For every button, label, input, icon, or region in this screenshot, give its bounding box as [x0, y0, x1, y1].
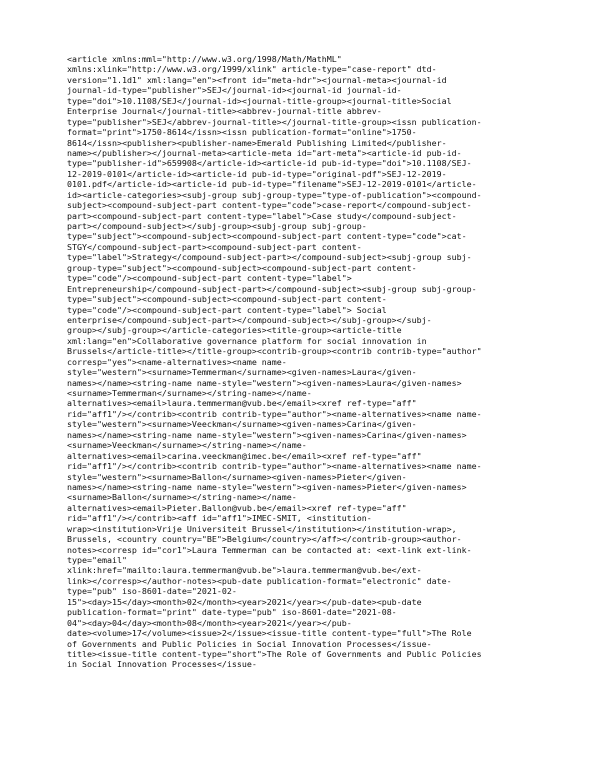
text-line: <surname>Veeckman</surname></string-name></name- [67, 440, 307, 451]
text-line: <surname>Temmerman</surname></string-name></name- [67, 388, 312, 398]
text-line: type="code"/><compound-subject-part content-type="label"> Social [67, 304, 387, 315]
text-line: 8614</issn><publisher><publisher-name>Emerald Publishing Limited</publisher- [67, 137, 447, 148]
text-line: alternatives><email>carina.veeckman@imec.be</email><xref ref-type="aff" [67, 450, 422, 461]
text-line: date><volume>17</volume><issue>2</issue><issue-title content-type="full">The Role [67, 628, 472, 639]
text-line: title><issue-title content-type="short">The Role of Governments and Public Policies [67, 648, 482, 659]
text-line: id><article-categories><subj-group subj-group-type="type-of-publication"><compound- [67, 189, 482, 200]
text-line: format="print">1750-8614</issn><issn publication-format="online">1750- [67, 127, 417, 138]
text-line: publication-format="print" date-type="pub" iso-8601-date="2021-08- [67, 607, 397, 618]
text-line: alternatives><email>Pieter.Ballon@vub.be</email><xref ref-type="aff" [67, 502, 407, 513]
text-line: of Governments and Public Policies in Social Innovation Processes</issue- [67, 638, 432, 649]
text-line: type="pub" iso-8601-date="2021-02- [67, 586, 237, 597]
text-line: in Social Innovation Processes</issue- [67, 659, 257, 670]
text-line: 04"><day>04</day><month>08</month><year>2021</year></pub- [67, 617, 352, 628]
text-line: style="western"><surname>Veeckman</surname><given-names>Carina</given- [67, 419, 417, 430]
text-line: part><compound-subject-part content-type="label">Case study</compound-subject- [67, 210, 457, 221]
text-line: type="publisher-id">659908</article-id><article-id pub-id-type="doi">10.1108/SEJ- [67, 158, 472, 169]
text-line: type="subject"><compound-subject><compound-subject-part content-type="code">cat- [67, 231, 467, 242]
text-line: notes><corresp id="cor1">Laura Temmerman can be contacted at: <ext-link ext-link- [67, 544, 472, 555]
text-line: xmlns:xlink="http://www.w3.org/1999/xlink" article-type="case-report" dtd- [67, 64, 437, 75]
text-line: link></corresp></author-notes><pub-date publication-format="electronic" date- [67, 575, 452, 586]
text-line: subject><compound-subject-part content-type="code">case-report</compound-subject- [67, 200, 472, 211]
text-line: journal-id-type="publisher">SEJ</journal-id><journal-id journal-id- [67, 85, 402, 96]
text-line: type="email" [67, 555, 127, 565]
text-line: group-type="subject"><compound-subject><compound-subject-part content- [67, 262, 417, 273]
text-line: type="subject"><compound-subject><compound-subject-part content- [67, 294, 387, 305]
text-line: version="1.1d1" xml:lang="en"><front id="meta-hdr"><journal-meta><journal-id [67, 74, 447, 85]
text-line: type="doi">10.1108/SEJ</journal-id><journal-title-group><journal-title>Social [67, 95, 452, 106]
text-line: Brussels, <country country="BE">Belgium</country></aff></contrib-group><author- [67, 534, 462, 545]
text-line: Enterprise Journal</journal-title><abbrev-journal-title abbrev- [67, 106, 382, 117]
text-line: type="code"/><compound-subject-part content-type="label"> [67, 273, 352, 284]
text-line: <surname>Ballon</surname></string-name></name- [67, 492, 297, 503]
text-line: 12-2019-0101</article-id><article-id pub-id-type="original-pdf">SEJ-12-2019- [67, 168, 447, 179]
text-line: type="label">Strategy</compound-subject-part></compound-subject><subj-group subj- [67, 252, 472, 263]
text-line: 15"><day>15</day><month>02</month><year>2021</year></pub-date><pub-date [67, 596, 422, 607]
text-line: enterprise</compound-subject-part></compound-subject></subj-group></subj- [67, 314, 432, 325]
text-line: xlink:href="mailto:laura.temmerman@vub.be">laura.temmerman@vub.be</ext- [67, 565, 422, 576]
text-line: style="western"><surname>Ballon</surname><given-names>Pieter</given- [67, 471, 407, 482]
text-line: alternatives><email>laura.temmerman@vub.be</email><xref ref-type="aff" [67, 398, 417, 409]
text-line: names></name><string-name name-style="western"><given-names>Laura</given-names> [67, 377, 462, 388]
text-line: rid="aff1"/></contrib><contrib contrib-type="author"><name-alternatives><name name- [67, 408, 482, 419]
text-line: style="western"><surname>Temmerman</surname><given-names>Laura</given- [67, 367, 417, 378]
text-line: part></compound-subject></subj-group><subj-group subj-group- [67, 221, 367, 231]
text-line: Brussels</article-title></title-group><contrib-group><contrib contrib-type="author" [67, 346, 482, 357]
text-line: Entrepreneurship</compound-subject-part></compound-subject><subj-group subj-group- [67, 283, 477, 294]
text-line: name></publisher></journal-meta><article-meta id="art-meta"><article-id pub-id- [67, 147, 462, 158]
text-line: STGY</compound-subject-part><compound-subject-part content- [67, 241, 362, 252]
text-line: rid="aff1"/></contrib><contrib contrib-type="author"><name-alternatives><name name- [67, 461, 482, 472]
text-line: corresp="yes"><name-alternatives><name name- [67, 356, 287, 367]
text-line: names></name><string-name name-style="western"><given-names>Carina</given-names> [67, 429, 467, 440]
text-line: 0101.pdf</article-id><article-id pub-id-type="filename">SEJ-12-2019-0101</article- [67, 179, 477, 190]
text-line: xml:lang="en">Collaborative governance platform for social innovation in [67, 335, 427, 346]
text-line: <article xmlns:mml="http://www.w3.org/1998/Math/MathML" [67, 54, 342, 64]
text-line: type="publisher">SEJ</abbrev-journal-title></journal-title-group><issn publication- [67, 116, 482, 127]
xml-source-text [67, 54, 537, 670]
text-line: group></subj-group></article-categories><title-group><article-title [67, 325, 402, 336]
text-line: names></name><string-name name-style="western"><given-names>Pieter</given-names> [67, 481, 467, 492]
text-line: rid="aff1"/></contrib><aff id="aff1">IMEC-SMIT, <institution- [67, 513, 372, 524]
text-line: wrap><institution>Vrije Universiteit Brussel</institution></institution-wrap>, [67, 523, 457, 534]
